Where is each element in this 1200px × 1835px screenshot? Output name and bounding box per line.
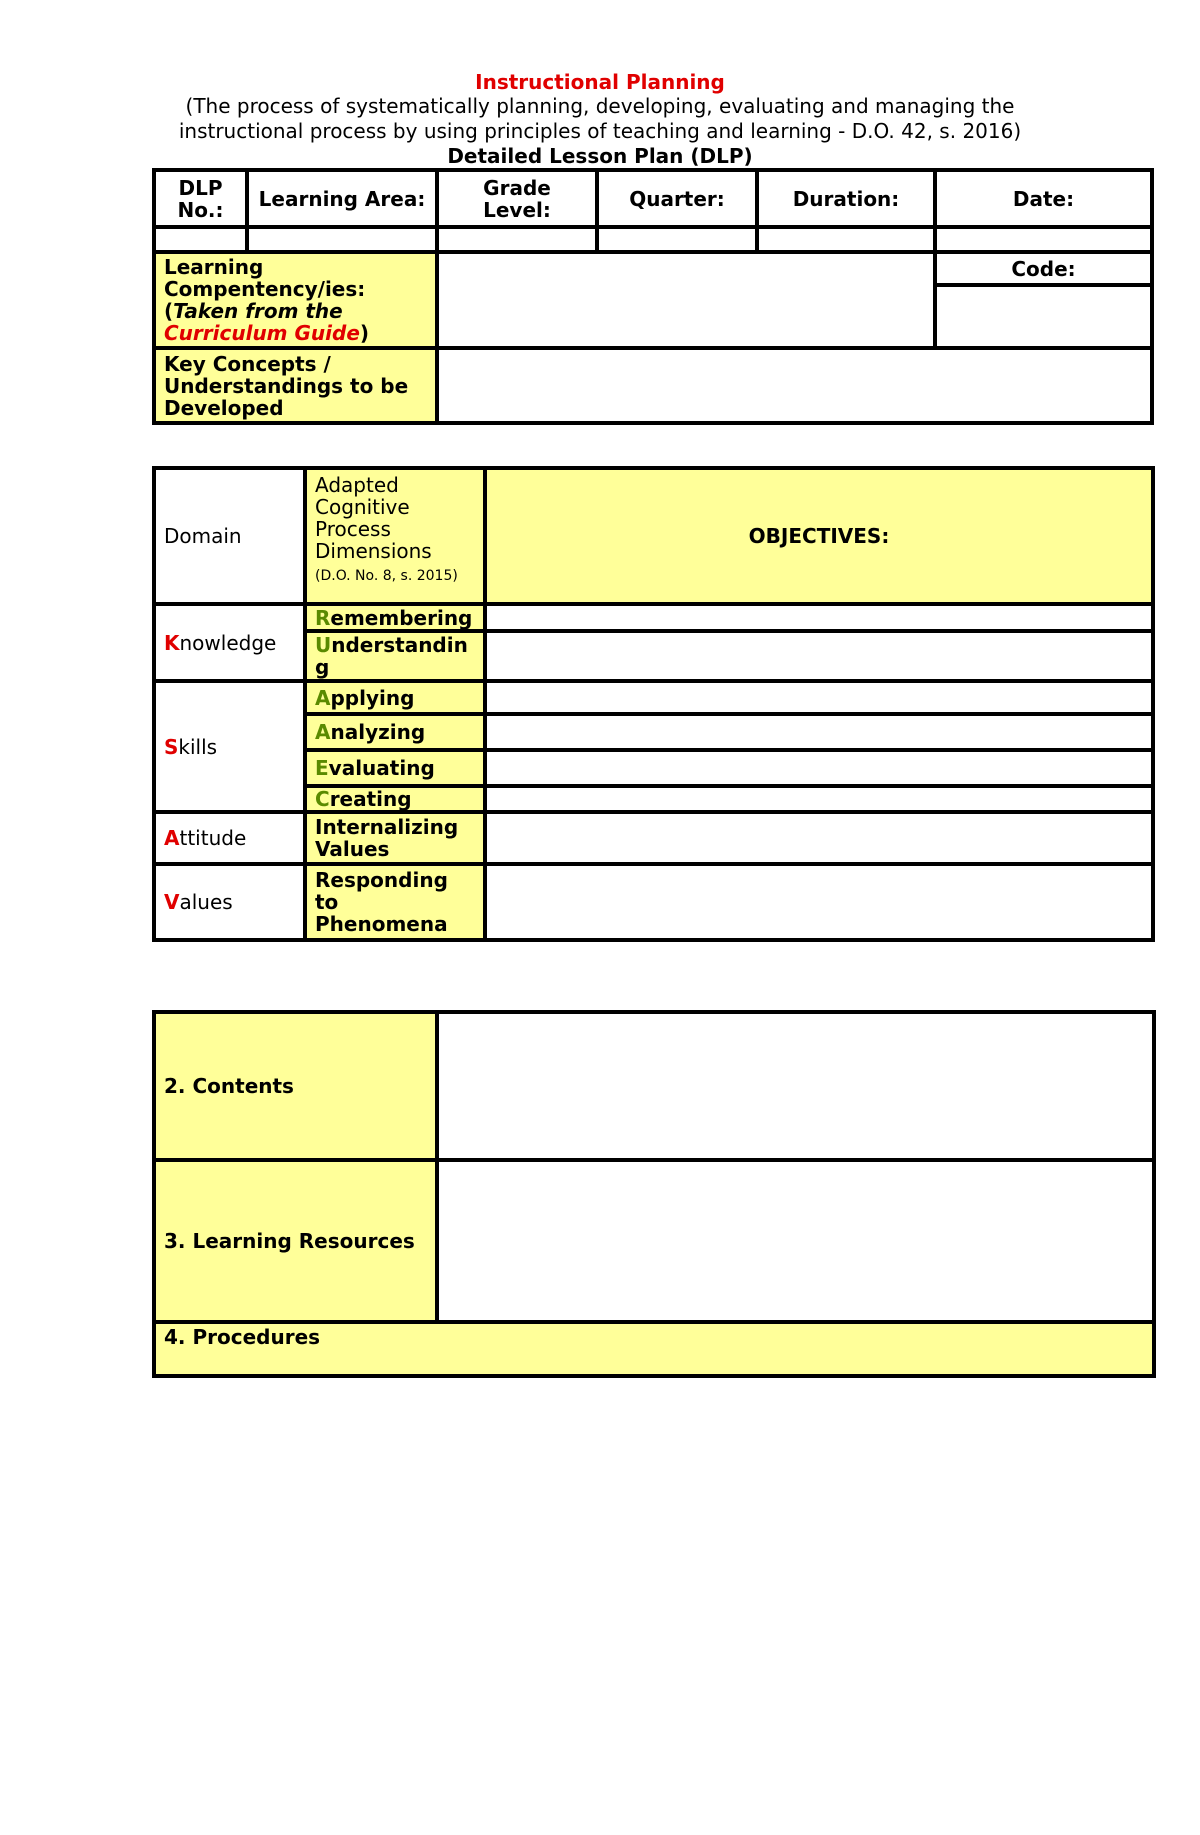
process-understanding: Understandin g bbox=[305, 631, 485, 681]
process-analyzing: Analyzing bbox=[305, 714, 485, 750]
domain-values: Values bbox=[154, 864, 305, 940]
dimensions-header bbox=[305, 468, 485, 604]
domain-attitude: Attitude bbox=[154, 812, 305, 864]
objective-values-field[interactable] bbox=[485, 864, 1153, 940]
contents-label: 2. Contents bbox=[154, 1012, 437, 1160]
lesson-content-table bbox=[152, 1010, 1156, 1378]
objective-remembering-field[interactable] bbox=[485, 604, 1153, 631]
quarter-field[interactable] bbox=[597, 227, 757, 252]
key-concepts-label: Key Concepts / Understandings to be Developed bbox=[154, 348, 437, 423]
objective-evaluating-field[interactable] bbox=[485, 750, 1153, 786]
code-field[interactable] bbox=[935, 285, 1152, 348]
date-label: Date: bbox=[935, 170, 1152, 227]
date-field[interactable] bbox=[935, 227, 1152, 252]
learning-resources-label: 3. Learning Resources bbox=[154, 1160, 437, 1322]
dimensions-ref: (D.O. No. 8, s. 2015) bbox=[315, 568, 458, 584]
objective-applying-field[interactable] bbox=[485, 681, 1153, 714]
competency-line-1: Learning Compentency/ies: bbox=[164, 255, 366, 301]
domain-header: Domain bbox=[154, 468, 305, 604]
domain-knowledge: Knowledge bbox=[154, 604, 305, 681]
competency-taken: Taken from the bbox=[173, 299, 343, 323]
objectives-table bbox=[152, 466, 1155, 942]
dlp-no-label: DLP No.: bbox=[154, 170, 247, 227]
page-title: Instructional Planning bbox=[475, 70, 725, 94]
learning-area-label: Learning Area: bbox=[247, 170, 437, 227]
subtitle-line-2: instructional process by using principles of teaching and learning - D.O. 42, s. 2016) bbox=[178, 119, 1022, 143]
process-creating: Creating bbox=[305, 786, 485, 812]
process-evaluating: Evaluating bbox=[305, 750, 485, 786]
dlp-no-field[interactable] bbox=[154, 227, 247, 252]
process-responding-to-phenomena: Responding to Phenomena bbox=[305, 864, 485, 940]
competency-guide: Curriculum Guide bbox=[164, 321, 360, 345]
process-applying: Applying bbox=[305, 681, 485, 714]
duration-label: Duration: bbox=[757, 170, 935, 227]
document-title: Detailed Lesson Plan (DLP) bbox=[447, 144, 753, 168]
learning-resources-field[interactable] bbox=[437, 1160, 1154, 1322]
code-label: Code: bbox=[935, 252, 1152, 285]
domain-skills: Skills bbox=[154, 681, 305, 812]
dimensions-label: Adapted Cognitive Process Dimensions bbox=[315, 473, 432, 563]
duration-field[interactable] bbox=[757, 227, 935, 252]
learning-competency-label: Learning Compentency/ies: (Taken from the Curriculum Guide) bbox=[154, 252, 437, 348]
objective-creating-field[interactable] bbox=[485, 786, 1153, 812]
process-internalizing-values: Internalizing Values bbox=[305, 812, 485, 864]
learning-area-field[interactable] bbox=[247, 227, 437, 252]
subtitle-line-1: (The process of systematically planning, developing, evaluating and managing the bbox=[185, 94, 1015, 118]
procedures-label: 4. Procedures bbox=[154, 1322, 1154, 1376]
objectives-header: OBJECTIVES: bbox=[485, 468, 1153, 604]
objective-attitude-field[interactable] bbox=[485, 812, 1153, 864]
lesson-info-table bbox=[152, 168, 1154, 425]
objective-analyzing-field[interactable] bbox=[485, 714, 1153, 750]
learning-competency-field[interactable] bbox=[437, 252, 935, 348]
grade-level-field[interactable] bbox=[437, 227, 597, 252]
process-remembering: Remembering bbox=[305, 604, 485, 631]
contents-field[interactable] bbox=[437, 1012, 1154, 1160]
quarter-label: Quarter: bbox=[597, 170, 757, 227]
objective-understanding-field[interactable] bbox=[485, 631, 1153, 681]
grade-level-label: Grade Level: bbox=[437, 170, 597, 227]
key-concepts-field[interactable] bbox=[437, 348, 1152, 423]
